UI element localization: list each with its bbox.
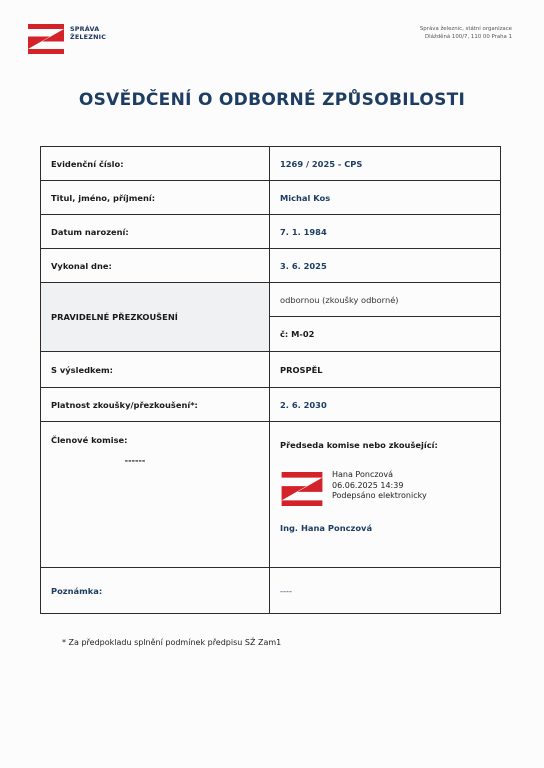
org-address: Dlážděná 100/7, 110 00 Praha 1 [424, 34, 512, 40]
exam-label: PRAVIDELNÉ PŘEZKOUŠENÍ [41, 283, 270, 352]
row-name [41, 181, 501, 215]
row-exam [41, 283, 501, 317]
members-label: Členové komise: [51, 435, 128, 445]
chair-label: Předseda komise nebo zkoušející: [280, 440, 438, 450]
row-validity [41, 388, 501, 422]
document-title: OSVĚDČENÍ O ODBORNÉ ZPŮSOBILOSTI [78, 90, 466, 110]
chair-cell [270, 422, 501, 568]
evidence-label: Evidenční číslo: [41, 147, 270, 181]
result-label: S výsledkem: [41, 352, 270, 388]
certificate-table [40, 146, 501, 614]
evidence-value: 1269 / 2025 - CPS [270, 147, 501, 181]
row-commission [41, 422, 501, 568]
note-label: Poznámka: [41, 568, 270, 614]
validity-value: 2. 6. 2030 [270, 388, 501, 422]
exam-type: odbornou (zkoušky odborné) [270, 283, 501, 317]
signature-name: Hana Ponczová [332, 470, 394, 479]
done-value: 3. 6. 2025 [270, 249, 501, 283]
validity-label: Platnost zkoušky/přezkoušení*: [41, 388, 270, 422]
row-result [41, 352, 501, 388]
sz-logo-icon [28, 24, 64, 54]
row-note [41, 568, 501, 614]
row-evidence [41, 147, 501, 181]
logo-text-line2: ŽELEZNIC [70, 33, 107, 41]
company-logo [28, 24, 106, 54]
footnote: * Za předpokladu splnění podmínek předpisu SŽ Zam1 [62, 638, 282, 647]
result-value: PROSPĚL [270, 352, 501, 388]
row-birth [41, 215, 501, 249]
note-value: ---- [270, 568, 501, 614]
exam-number: č: M-02 [270, 317, 501, 352]
birth-value: 7. 1. 1984 [270, 215, 501, 249]
org-name: Správa železnic, státní organizace [419, 26, 512, 32]
logo-text-line1: SPRÁVA [70, 25, 100, 33]
members-cell [41, 422, 270, 568]
birth-label: Datum narození: [41, 215, 270, 249]
signature-logo-icon [280, 472, 324, 506]
name-label: Titul, jméno, příjmení: [41, 181, 270, 215]
members-value: ------ [124, 455, 146, 465]
row-done [41, 249, 501, 283]
electronic-signature [280, 470, 500, 506]
name-value: Michal Kos [270, 181, 501, 215]
signature-note: Podepsáno elektronicky [332, 491, 427, 500]
signature-date: 06.06.2025 14:39 [332, 480, 404, 490]
organization-address [420, 25, 512, 41]
done-label: Vykonal dne: [41, 249, 270, 283]
chair-name: Ing. Hana Ponczová [280, 523, 373, 533]
